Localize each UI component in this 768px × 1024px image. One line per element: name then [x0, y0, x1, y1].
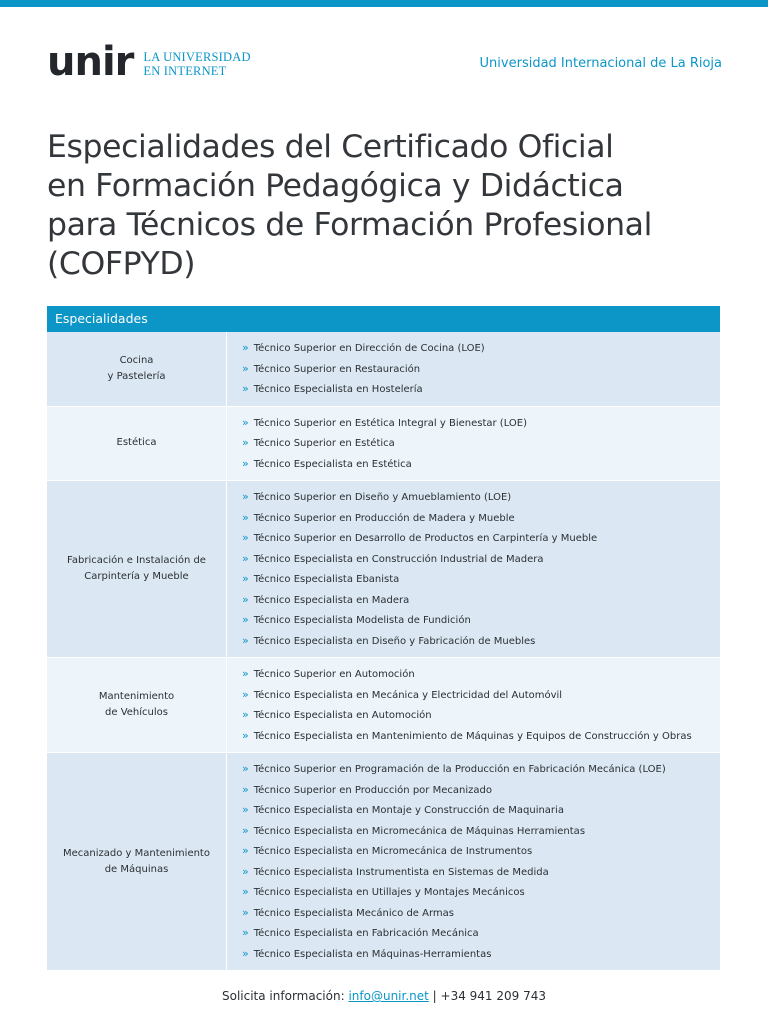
specialty-list — [227, 407, 720, 481]
table-row — [47, 753, 720, 971]
specialty-item — [242, 780, 720, 801]
specialty-item — [242, 841, 720, 862]
category-label-line: Mantenimiento — [98, 691, 175, 702]
university-name: Universidad Internacional de La Rioja — [479, 56, 722, 71]
title-line: Especialidades del Certificado Oficial — [47, 129, 614, 165]
logo-tagline — [143, 50, 250, 78]
chevron-right-icon: » — [242, 456, 249, 470]
specialty-item — [242, 338, 720, 359]
specialty-item-label: Técnico Especialista Instrumentista en Sistemas de Medida — [253, 866, 549, 878]
chevron-right-icon: » — [242, 510, 249, 524]
chevron-right-icon: » — [242, 551, 249, 565]
table-row — [47, 332, 720, 407]
chevron-right-icon: » — [242, 667, 249, 680]
specialty-item-label: Técnico Especialista en Montaje y Construcción de Maquinaria — [253, 805, 564, 816]
specialty-item — [242, 903, 720, 924]
chevron-right-icon: » — [242, 633, 249, 647]
table-header: Especialidades — [47, 306, 720, 332]
specialty-item-label: Técnico Superior en Producción por Mecanizado — [253, 784, 492, 796]
table-row — [47, 481, 720, 658]
specialty-item-label: Técnico Especialista en Madera — [253, 594, 410, 606]
specialty-list — [227, 753, 720, 970]
footer-phone: | +34 941 209 743 — [428, 989, 546, 1003]
specialty-item — [242, 759, 720, 780]
chevron-right-icon: » — [242, 490, 249, 503]
chevron-right-icon: » — [242, 415, 249, 429]
category-label-line: Mecanizado y Mantenimiento — [63, 847, 210, 859]
specialty-item-label: Técnico Superior en Producción de Madera y Mueble — [253, 512, 515, 524]
chevron-right-icon: » — [242, 946, 249, 960]
specialty-item-label: Técnico Superior en Restauración — [253, 363, 421, 375]
chevron-right-icon: » — [242, 436, 249, 449]
specialty-item-label: Técnico Especialista en Micromecánica de Máquinas Herramientas — [253, 825, 586, 837]
specialty-item — [242, 610, 720, 631]
specialty-item — [242, 882, 720, 903]
top-accent-bar — [0, 0, 768, 7]
specialty-item-label: Técnico Especialista Modelista de Fundición — [253, 615, 471, 626]
specialty-item-label: Técnico Superior en Desarrollo de Productos en Carpintería y Mueble — [253, 533, 598, 544]
footer-prefix: Solicita información: — [222, 989, 349, 1003]
specialty-item-label: Técnico Superior en Estética Integral y Bienestar (LOE) — [253, 417, 528, 429]
chevron-right-icon: » — [242, 803, 249, 816]
specialty-item — [242, 631, 720, 652]
specialty-item-label: Técnico Superior en Dirección de Cocina (LOE) — [253, 343, 485, 354]
category-cell — [47, 332, 227, 406]
chevron-right-icon: » — [242, 905, 249, 919]
chevron-right-icon: » — [242, 885, 249, 898]
specialty-item — [242, 705, 720, 726]
chevron-right-icon: » — [242, 844, 249, 857]
title-line: para Técnicos de Formación Profesional — [47, 207, 652, 243]
chevron-right-icon: » — [242, 382, 249, 395]
specialty-item — [242, 726, 720, 747]
table-body — [47, 332, 720, 971]
table-row — [47, 407, 720, 482]
chevron-right-icon: » — [242, 341, 249, 354]
specialty-item-label: Técnico Superior en Estética — [253, 438, 395, 449]
logo-tagline-line-2: EN INTERNET — [143, 64, 227, 78]
specialty-item — [242, 359, 720, 380]
chevron-right-icon: » — [242, 926, 249, 939]
category-label-line: Carpintería y Mueble — [84, 571, 189, 582]
specialty-item-label: Técnico Especialista en Máquinas-Herramientas — [253, 948, 492, 960]
logo-wordmark: unir — [47, 39, 134, 85]
contact-footer — [0, 989, 768, 1003]
specialty-list — [227, 332, 720, 406]
title-line: en Formación Pedagógica y Didáctica — [47, 168, 624, 204]
specialty-item — [242, 569, 720, 590]
specialty-item-label: Técnico Especialista en Automoción — [253, 710, 432, 721]
specialty-item — [242, 862, 720, 883]
specialty-item-label: Técnico Especialista en Diseño y Fabricación de Muebles — [253, 635, 536, 647]
chevron-right-icon: » — [242, 592, 249, 606]
specialty-item — [242, 508, 720, 529]
email-link[interactable]: info@unir.net — [348, 989, 429, 1003]
category-cell — [47, 753, 227, 970]
specialty-item-label: Técnico Especialista en Utillajes y Montajes Mecánicos — [253, 887, 525, 898]
specialty-item-label: Técnico Especialista en Mantenimiento de Máquinas y Equipos de Construcción y Obras — [253, 730, 692, 742]
chevron-right-icon: » — [242, 708, 249, 721]
chevron-right-icon: » — [242, 782, 249, 796]
specialty-item — [242, 549, 720, 570]
specialty-item — [242, 923, 720, 944]
specialty-item — [242, 590, 720, 611]
category-label-line: y Pastelería — [107, 370, 166, 382]
specialty-item — [242, 821, 720, 842]
specialties-table — [47, 306, 720, 971]
chevron-right-icon: » — [242, 762, 249, 775]
chevron-right-icon: » — [242, 361, 249, 375]
specialty-item-label: Técnico Especialista Ebanista — [253, 574, 400, 585]
specialty-item-label: Técnico Especialista en Mecánica y Electricidad del Automóvil — [253, 689, 563, 701]
specialty-item — [242, 800, 720, 821]
unir-logo[interactable] — [47, 39, 251, 86]
page-title — [47, 128, 727, 284]
specialty-item-label: Técnico Especialista en Estética — [253, 458, 412, 470]
category-label-line: de Vehículos — [105, 707, 168, 718]
specialty-item — [242, 528, 720, 549]
specialty-item-label: Técnico Especialista Mecánico de Armas — [253, 907, 454, 919]
specialty-item — [242, 379, 720, 400]
logo-tagline-line-1: LA UNIVERSIDAD — [143, 50, 251, 64]
specialty-item — [242, 685, 720, 706]
specialty-item-label: Técnico Especialista en Fabricación Mecánica — [253, 928, 479, 939]
specialty-item-label: Técnico Superior en Programación de la Producción en Fabricación Mecánica (LOE) — [253, 764, 666, 775]
title-line: (COFPYD) — [47, 246, 196, 282]
chevron-right-icon: » — [242, 613, 249, 626]
chevron-right-icon: » — [242, 864, 249, 878]
specialty-list — [227, 658, 720, 752]
category-label-line: de Máquinas — [104, 863, 169, 875]
specialty-item — [242, 433, 720, 454]
specialty-item — [242, 664, 720, 685]
chevron-right-icon: » — [242, 823, 249, 837]
chevron-right-icon: » — [242, 728, 249, 742]
chevron-right-icon: » — [242, 687, 249, 701]
category-cell — [47, 658, 227, 752]
specialty-item — [242, 413, 720, 434]
category-label-line: Estética — [116, 437, 157, 449]
category-label-line: Fabricación e Instalación de — [67, 555, 206, 566]
category-cell — [47, 481, 227, 657]
category-label-line: Cocina — [119, 354, 154, 366]
specialty-item-label: Técnico Especialista en Hostelería — [253, 384, 423, 395]
specialty-item-label: Técnico Superior en Diseño y Amueblamiento (LOE) — [253, 492, 512, 503]
specialty-item — [242, 944, 720, 965]
specialty-item-label: Técnico Superior en Automoción — [253, 669, 415, 680]
category-cell — [47, 407, 227, 481]
specialty-item — [242, 487, 720, 508]
chevron-right-icon: » — [242, 572, 249, 585]
specialty-list — [227, 481, 720, 657]
specialty-item — [242, 454, 720, 475]
specialty-item-label: Técnico Especialista en Construcción Industrial de Madera — [253, 553, 544, 565]
specialty-item-label: Técnico Especialista en Micromecánica de Instrumentos — [253, 846, 533, 857]
chevron-right-icon: » — [242, 531, 249, 544]
table-row — [47, 658, 720, 753]
